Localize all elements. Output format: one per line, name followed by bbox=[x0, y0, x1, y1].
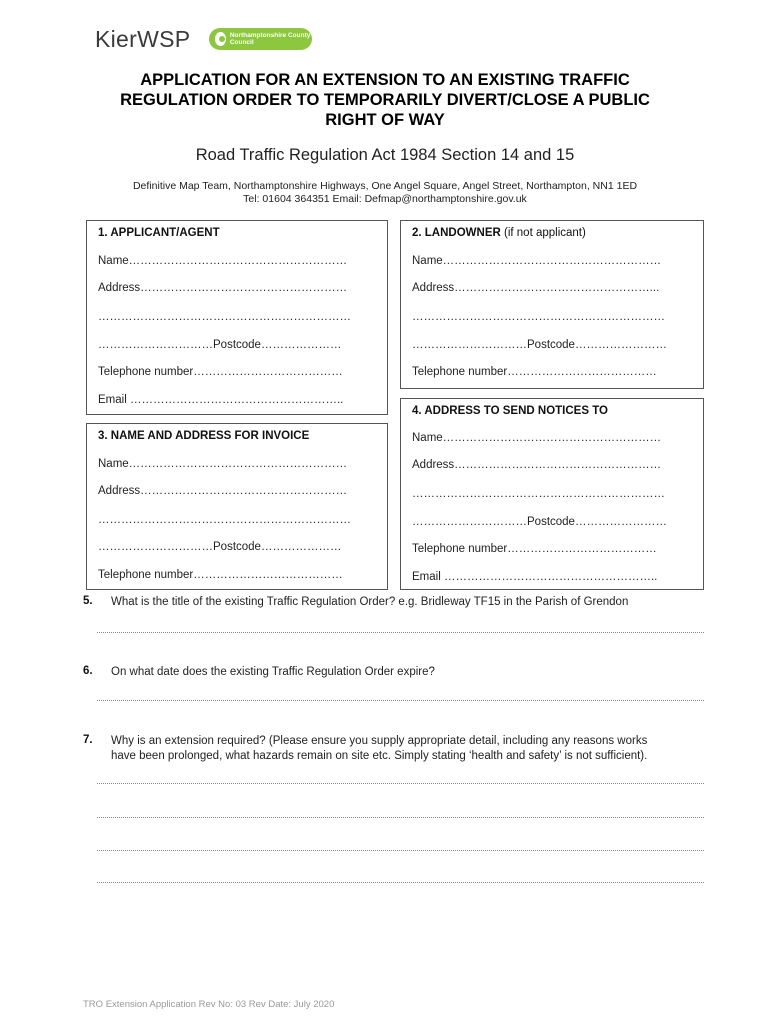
question-7-number: 7. bbox=[83, 734, 93, 746]
notices-telephone-field[interactable]: Telephone number………………………………… bbox=[412, 543, 657, 555]
northamptonshire-council-logo bbox=[209, 28, 312, 50]
title-line-3: RIGHT OF WAY bbox=[325, 111, 445, 129]
question-6-answer-line[interactable] bbox=[97, 700, 704, 701]
applicant-telephone-field[interactable]: Telephone number………………………………… bbox=[98, 366, 343, 378]
footer-revision: TRO Extension Application Rev No: 03 Rev Date: July 2020 bbox=[83, 999, 335, 1010]
invoice-address-field[interactable]: Address……………………………………………… bbox=[98, 485, 348, 497]
title-line-2: REGULATION ORDER TO TEMPORARILY DIVERT/CLOSE A PUBLIC bbox=[120, 91, 650, 109]
notices-address-box bbox=[400, 398, 704, 590]
invoice-heading: 3. NAME AND ADDRESS FOR INVOICE bbox=[98, 430, 310, 442]
landowner-box bbox=[400, 220, 704, 389]
landowner-heading bbox=[412, 227, 586, 239]
applicant-address-line-2[interactable]: ………………………………………………………… bbox=[98, 311, 351, 323]
landowner-name-field[interactable]: Name………………………………………………… bbox=[412, 255, 662, 267]
landowner-address-field[interactable]: Address……………………………………………... bbox=[412, 282, 660, 294]
question-7-text-line-2: have been prolonged, what hazards remain on site etc. Simply stating ‘health and safety’ is not sufficient). bbox=[111, 750, 648, 762]
invoice-name-field[interactable]: Name………………………………………………… bbox=[98, 458, 348, 470]
question-6-number: 6. bbox=[83, 665, 93, 677]
landowner-telephone-field[interactable]: Telephone number………………………………… bbox=[412, 366, 657, 378]
form-title bbox=[60, 70, 710, 130]
question-7-answer-line-4[interactable] bbox=[97, 882, 704, 883]
landowner-address-line-2[interactable]: ………………………………………………………… bbox=[412, 311, 665, 323]
landowner-postcode-field[interactable]: …………………………Postcode…………………… bbox=[412, 339, 667, 351]
contact-address: Definitive Map Team, Northamptonshire Highways, One Angel Square, Angel Street, Northampton, NN1 1ED bbox=[132, 180, 638, 192]
question-7-answer-line-2[interactable] bbox=[97, 817, 704, 818]
contact-details bbox=[60, 180, 710, 206]
notices-email-field[interactable]: Email ……………………………………………….. bbox=[412, 571, 658, 583]
notices-address-heading: 4. ADDRESS TO SEND NOTICES TO bbox=[412, 405, 608, 417]
question-5-answer-line[interactable] bbox=[97, 632, 704, 633]
question-6-text: On what date does the existing Traffic Regulation Order expire? bbox=[111, 666, 435, 678]
applicant-postcode-field[interactable]: …………………………Postcode………………… bbox=[98, 339, 342, 351]
notices-address-field[interactable]: Address……………………………………………… bbox=[412, 459, 662, 471]
notices-address-line-2[interactable]: ………………………………………………………… bbox=[412, 488, 665, 500]
landowner-heading-label: 2. LANDOWNER bbox=[412, 227, 501, 239]
contact-phone-email: Tel: 01604 364351 Email: Defmap@northamptonshire.gov.uk bbox=[243, 193, 527, 205]
invoice-box bbox=[86, 423, 388, 590]
council-emblem-icon bbox=[215, 32, 226, 46]
question-7-answer-line-3[interactable] bbox=[97, 850, 704, 851]
applicant-agent-box bbox=[86, 220, 388, 415]
invoice-address-line-2[interactable]: ………………………………………………………… bbox=[98, 514, 351, 526]
applicant-email-field[interactable]: Email ……………………………………………….. bbox=[98, 394, 344, 406]
question-7-text-line-1: Why is an extension required? (Please ensure you supply appropriate detail, including any reasons works bbox=[111, 735, 648, 747]
notices-postcode-field[interactable]: …………………………Postcode…………………… bbox=[412, 516, 667, 528]
council-logo-text: Northamptonshire County Council bbox=[229, 32, 311, 46]
invoice-telephone-field[interactable]: Telephone number………………………………… bbox=[98, 569, 343, 581]
landowner-heading-note: (if not applicant) bbox=[500, 227, 586, 239]
applicant-agent-heading: 1. APPLICANT/AGENT bbox=[98, 227, 220, 239]
kierwsp-logo: KierWSP bbox=[95, 26, 191, 52]
invoice-postcode-field[interactable]: …………………………Postcode………………… bbox=[98, 541, 342, 553]
applicant-name-field[interactable]: Name………………………………………………… bbox=[98, 255, 348, 267]
question-7-answer-line-1[interactable] bbox=[97, 783, 704, 784]
question-5-number: 5. bbox=[83, 595, 93, 607]
applicant-address-field[interactable]: Address……………………………………………… bbox=[98, 282, 348, 294]
notices-name-field[interactable]: Name………………………………………………… bbox=[412, 432, 662, 444]
question-7-text bbox=[111, 734, 647, 764]
question-5-text: What is the title of the existing Traffic Regulation Order? e.g. Bridleway TF15 in the Parish of Grendon bbox=[111, 596, 629, 608]
title-line-1: APPLICATION FOR AN EXTENSION TO AN EXISTING TRAFFIC bbox=[140, 71, 630, 89]
form-subtitle: Road Traffic Regulation Act 1984 Section 14 and 15 bbox=[195, 146, 575, 164]
